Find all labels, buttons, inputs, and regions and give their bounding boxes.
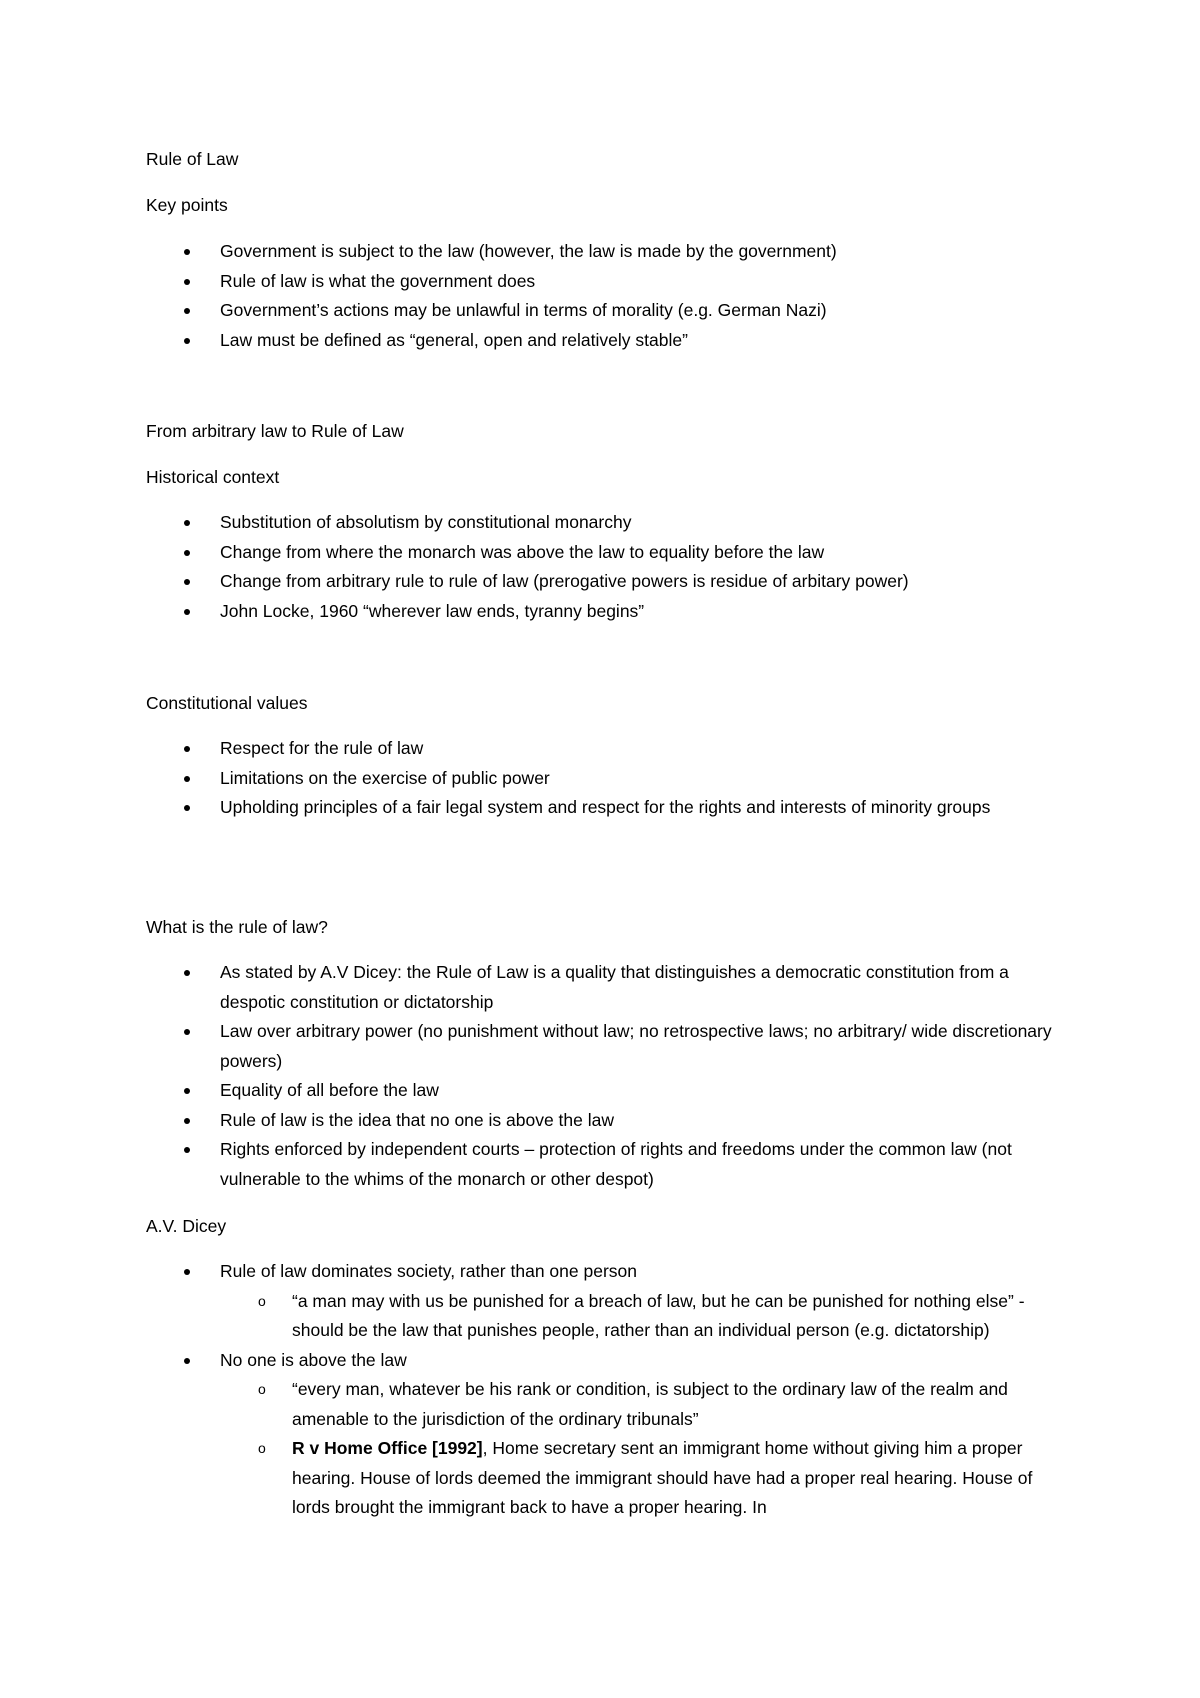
list-item: Government’s actions may be unlawful in terms of morality (e.g. German Nazi): [146, 296, 1066, 326]
list-item: As stated by A.V Dicey: the Rule of Law is a quality that distinguishes a democratic constitution from a despotic constitution or dictatorship: [146, 958, 1066, 1017]
list-item: Law over arbitrary power (no punishment without law; no retrospective laws; no arbitrary/ wide discretionary powers): [146, 1017, 1066, 1076]
section-heading-constitutional-values: Constitutional values: [146, 693, 308, 713]
list-item: Respect for the rule of law: [146, 734, 1066, 764]
list-item: Government is subject to the law (however, the law is made by the government): [146, 237, 1066, 267]
case-text: , Home secretary sent an immigrant home without giving him a proper hearing. House of lords deemed the immigrant should have had a proper real hearing. House of lords brought the immigrant back to have a proper hearing. In: [292, 1438, 1033, 1517]
list-item: Rights enforced by independent courts – protection of rights and freedoms under the common law (not vulnerable to the whims of the monarch or other despot): [146, 1135, 1066, 1194]
section-heading-arbitrary-law: From arbitrary law to Rule of Law: [146, 421, 404, 441]
what-is-rule-of-law-list: [146, 958, 1066, 1194]
list-item: [146, 1346, 1066, 1523]
key-points-list: [146, 237, 1066, 355]
list-item: [146, 1257, 1066, 1346]
section-heading-what-is-rule-of-law: What is the rule of law?: [146, 917, 328, 937]
historical-context-list: [146, 508, 1066, 626]
sub-list-item: o “a man may with us be punished for a breach of law, but he can be punished for nothing else” - should be the law that punishes people, rather than an individual person (e.g. dictatorship): [218, 1287, 1066, 1346]
list-item: John Locke, 1960 “wherever law ends, tyranny begins”: [146, 597, 1066, 627]
list-item: Equality of all before the law: [146, 1076, 1066, 1106]
sub-list-item-case: [218, 1434, 1066, 1523]
sub-list: [220, 1375, 1066, 1523]
list-item-text: Rule of law dominates society, rather than one person: [220, 1261, 637, 1281]
list-item: Limitations on the exercise of public power: [146, 764, 1066, 794]
sub-list-item: o “every man, whatever be his rank or condition, is subject to the ordinary law of the realm and amenable to the jurisdiction of the ordinary tribunals”: [218, 1375, 1066, 1434]
list-item-text: No one is above the law: [220, 1349, 407, 1370]
list-item: Substitution of absolutism by constitutional monarchy: [146, 508, 1066, 538]
list-item: Rule of law is the idea that no one is above the law: [146, 1106, 1066, 1136]
section-subheading-historical-context: Historical context: [146, 467, 280, 487]
section-heading-av-dicey: A.V. Dicey: [146, 1216, 227, 1236]
constitutional-values-list: [146, 734, 1066, 823]
list-item: Law must be defined as “general, open and relatively stable”: [146, 326, 1066, 356]
section-heading-key-points: Key points: [146, 195, 228, 215]
case-name: R v Home Office [1992]: [292, 1438, 483, 1458]
sub-list: [220, 1287, 1066, 1346]
document-title: Rule of Law: [146, 149, 239, 169]
list-item: Upholding principles of a fair legal system and respect for the rights and interests of minority groups: [146, 793, 1066, 823]
list-item: Rule of law is what the government does: [146, 267, 1066, 297]
list-item: Change from where the monarch was above the law to equality before the law: [146, 538, 1066, 568]
list-item: Change from arbitrary rule to rule of law (prerogative powers is residue of arbitary power): [146, 567, 1066, 597]
av-dicey-list: [146, 1257, 1066, 1523]
